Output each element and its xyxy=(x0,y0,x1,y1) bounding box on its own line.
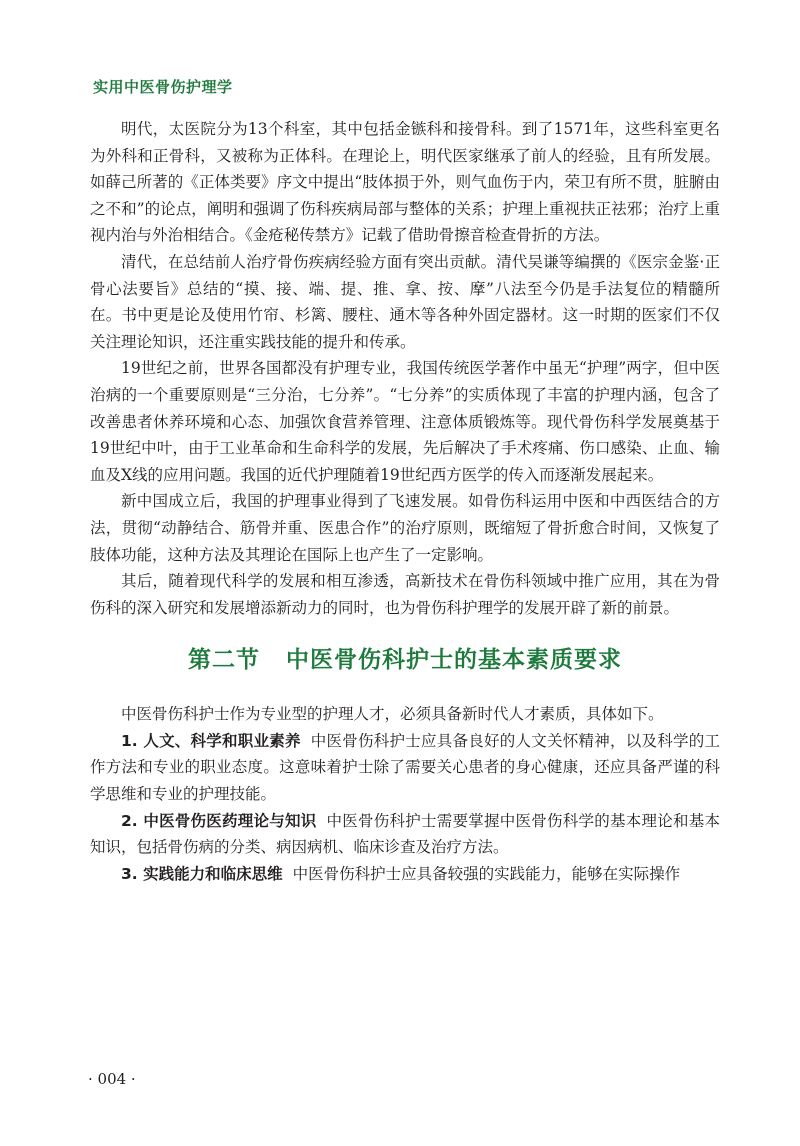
paragraph-qing-dynasty: 清代，在总结前人治疗骨伤疾病经验方面有突出贡献。清代吴谦等编撰的《医宗金鉴·正骨心法要旨》总结的“摸、接、端、提、推、拿、按、摩”八法至今仍是手法复位的精髓所在。书中更是论及使用竹帘、杉篱、腰柱、通木等各种外固定器材。这一时期的医家们不仅关注理论知识，还注重实践技能的提升和传承。 xyxy=(90,252,720,351)
requirement-term: 3. 实践能力和临床思维 xyxy=(121,864,283,883)
paragraph-19th-century: 19世纪之前，世界各国都没有护理专业，我国传统医学著作中虽无“护理”两字，但中医治病的一个重要原则是“三分治，七分养”。“七分养”的实质体现了丰富的护理内涵，包含了改善患者休养环境和心态、加强饮食营养管理、注意体质锻炼等。现代骨伤科学发展奠基于19世纪中叶，由于工业革命和生命科学的发展，先后解决了手术疼痛、伤口感染、止血、输血及X线的应用问题。我国的近代护理随着19世纪西方医学的传入而逐渐发展起来。 xyxy=(90,359,720,484)
section-intro: 中医骨伤科护士作为专业型的护理人才，必须具备新时代人才素质，具体如下。 xyxy=(121,705,664,724)
body-text xyxy=(90,116,720,887)
requirement-item xyxy=(90,861,720,888)
page-number: · 004 · xyxy=(88,1070,136,1088)
paragraph-modern-science: 其后，随着现代科学的发展和相互渗透，高新技术在骨伤科领域中推广应用，其在为骨伤科的深入研究和发展增添新动力的同时，也为骨伤科护理学的发展开辟了新的前景。 xyxy=(90,572,720,617)
section-number: 第二节 xyxy=(188,646,260,674)
section-heading xyxy=(90,643,720,677)
running-head: 实用中医骨伤护理学 xyxy=(93,78,233,96)
requirement-item xyxy=(90,728,720,808)
requirement-term: 2. 中医骨伤医药理论与知识 xyxy=(121,811,317,830)
paragraph-new-china: 新中国成立后，我国的护理事业得到了飞速发展。如骨伤科运用中医和中西医结合的方法，贯彻“动静结合、筋骨并重、医患合作”的治疗原则，既缩短了骨折愈合时间，又恢复了肢体功能，这种方法及其理论在国际上也产生了一定影响。 xyxy=(90,492,720,564)
requirement-text: 中医骨伤科护士应具备较强的实践能力，能够在实际操作 xyxy=(292,864,681,883)
requirement-term: 1. 人文、科学和职业素养 xyxy=(121,731,301,750)
requirement-text: 中医骨伤科护士应具备良好的人文关怀精神，以及科学的工作方法和专业的职业态度。这意味着护士除了需要关心患者的身心健康，还应具备严谨的科学思维和专业的护理技能。 xyxy=(90,731,720,804)
paragraph-ming-dynasty: 明代，太医院分为13个科室，其中包括金镞科和接骨科。到了1571年，这些科室更名为外科和正骨科，又被称为正体科。在理论上，明代医家继承了前人的经验，且有所发展。如薛己所著的《正体类要》序文中提出“肢体损于外，则气血伤于内，荣卫有所不贯，脏腑由之不和”的论点，阐明和强调了伤科疾病局部与整体的关系；护理上重视扶正祛邪；治疗上重视内治与外治相结合。《金疮秘传禁方》记载了借助骨擦音检查骨折的方法。 xyxy=(90,120,720,245)
section-title-text: 中医骨伤科护士的基本素质要求 xyxy=(286,646,622,674)
requirement-text: 中医骨伤科护士需要掌握中医骨伤科学的基本理论和基本知识，包括骨伤病的分类、病因病机、临床诊查及治疗方法。 xyxy=(90,811,720,857)
requirement-item xyxy=(90,808,720,861)
